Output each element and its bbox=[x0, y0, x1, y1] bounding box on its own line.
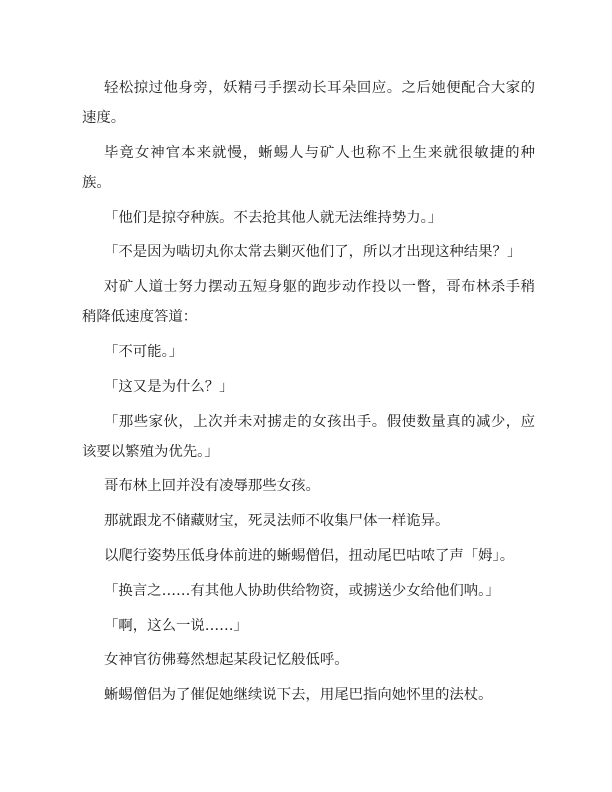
body-text bbox=[82, 73, 535, 715]
text-line: 族。 bbox=[82, 174, 111, 191]
paragraph bbox=[82, 73, 535, 133]
paragraph bbox=[82, 645, 535, 675]
text-line: 以爬行姿势压低身体前进的蜥蜴僧侣，扭动尾巴咕哝了声「姆」。 bbox=[104, 547, 515, 564]
paragraph bbox=[82, 506, 535, 536]
paragraph bbox=[82, 541, 535, 571]
text-line: 「换言之……有其他人协助供给物资，或掳送少女给他们呐。」 bbox=[104, 582, 500, 599]
text-line: 哥布林上回并没有凌辱那些女孩。 bbox=[104, 478, 320, 495]
paragraph bbox=[82, 203, 535, 233]
text-line: 对矿人道士努力摆动五短身躯的跑步动作投以一瞥，哥布林杀手稍 bbox=[104, 279, 535, 296]
text-line: 「他们是掠夺种族。不去抢其他人就无法维持势力。」 bbox=[104, 209, 443, 226]
paragraph bbox=[82, 576, 535, 606]
paragraph bbox=[82, 407, 535, 467]
paragraph bbox=[82, 611, 535, 641]
text-line: 「啊，这么一说……」 bbox=[104, 617, 248, 634]
text-line: 那就跟龙不储藏财宝，死灵法师不收集尸体一样诡异。 bbox=[104, 513, 450, 530]
text-line: 蜥蜴僧侣为了催促她继续说下去，用尾巴指向她怀里的法杖。 bbox=[104, 687, 493, 704]
paragraph bbox=[82, 138, 535, 198]
text-line: 毕竟女神官本来就慢，蜥蜴人与矿人也称不上生来就很敏捷的种 bbox=[104, 144, 535, 161]
text-line: 轻松掠过他身旁，妖精弓手摆动长耳朵回应。之后她便配合大家的 bbox=[104, 80, 535, 96]
text-line: 稍降低速度答道： bbox=[82, 309, 198, 326]
text-line: 速度。 bbox=[82, 110, 126, 126]
text-line: 「那些家伙，上次并未对掳走的女孩出手。假使数量真的减少，应 bbox=[104, 413, 535, 430]
text-line: 该要以繁殖为优先。」 bbox=[82, 443, 219, 460]
text-line: 「不可能。」 bbox=[104, 343, 184, 360]
paragraph bbox=[82, 372, 535, 402]
paragraph bbox=[82, 272, 535, 332]
paragraph bbox=[82, 337, 535, 367]
paragraph bbox=[82, 680, 535, 710]
paragraph bbox=[82, 237, 535, 267]
text-line: 女神官彷佛蓦然想起某段记忆般低呼。 bbox=[104, 652, 349, 669]
paragraph bbox=[82, 471, 535, 501]
text-line: 「这又是为什么？」 bbox=[104, 378, 234, 395]
text-line: 「不是因为啮切丸你太常去剿灭他们了，所以才出现这种结果？」 bbox=[104, 244, 522, 261]
